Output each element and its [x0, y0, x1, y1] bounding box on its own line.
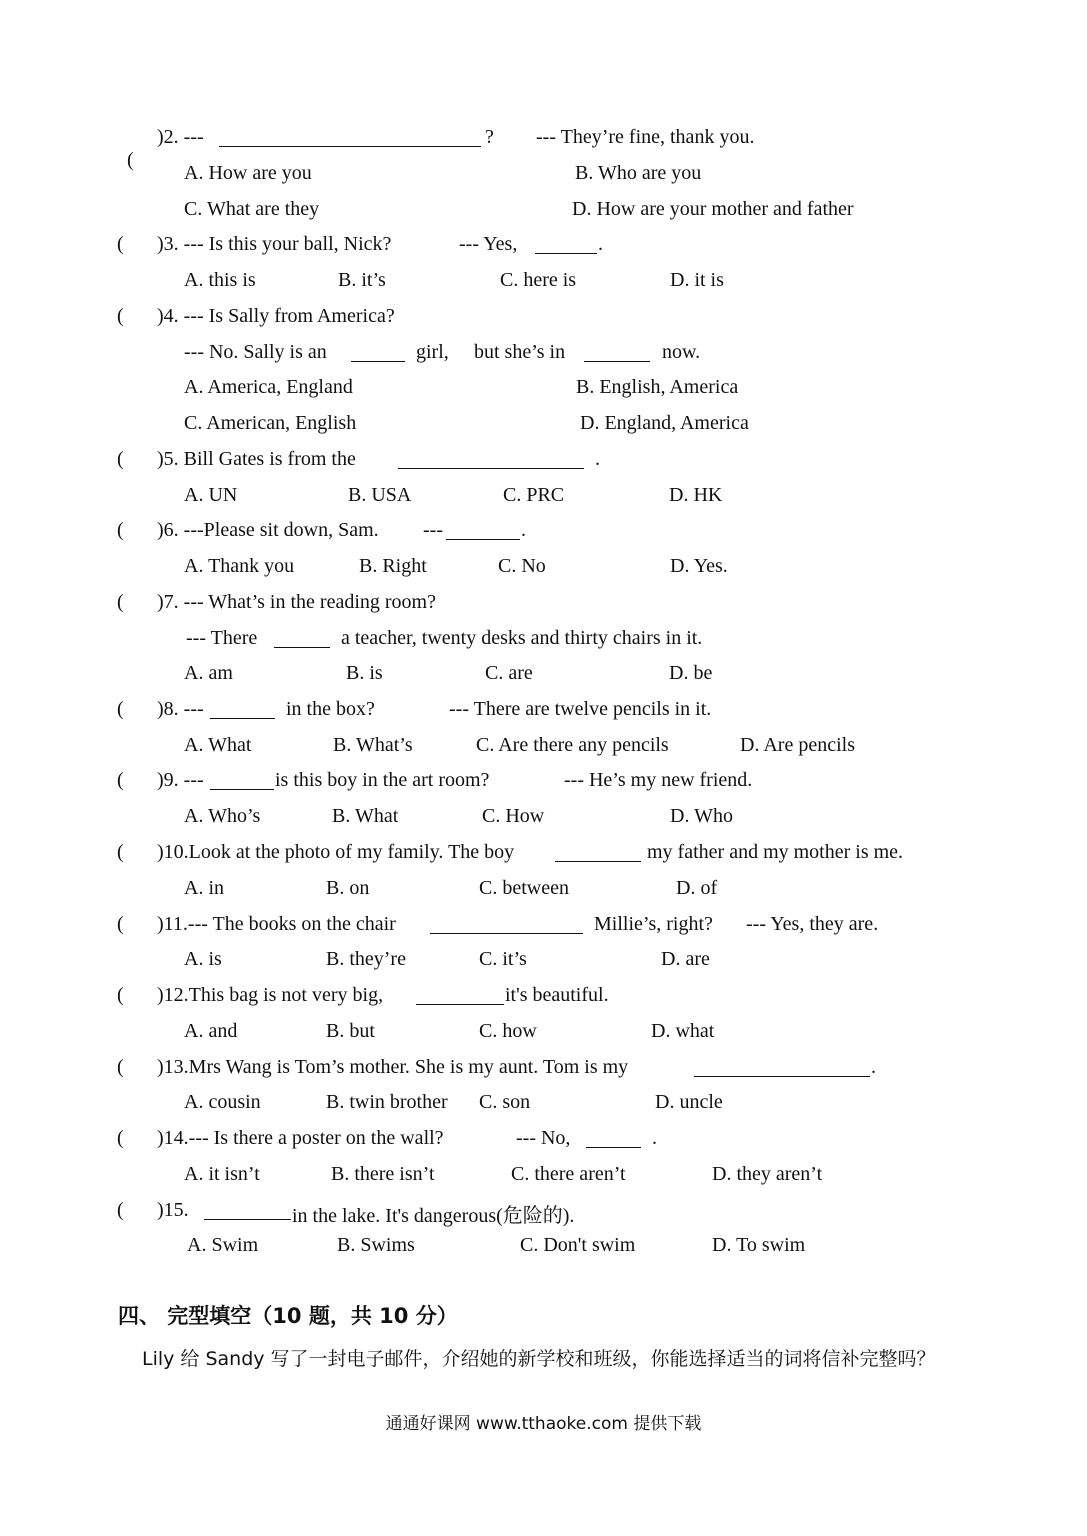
question-4-line2d: now. [662, 341, 701, 363]
option-a: A. is [184, 948, 222, 970]
question-12-stem: )12.This bag is not very big, [157, 984, 384, 1006]
option-c: C. Don't swim [520, 1234, 636, 1256]
option-b: B. it’s [338, 269, 386, 291]
question-13-end: . [871, 1056, 876, 1078]
option-a: A. Who’s [184, 805, 261, 827]
question-12-after: it's beautiful. [505, 984, 609, 1006]
option-b: B. USA [348, 484, 412, 506]
question-10-stem: )10.Look at the photo of my family. The boy [157, 841, 515, 863]
question-3-stem: )3. --- Is this your ball, Nick? [157, 233, 392, 255]
question-4-line2c: but she’s in [474, 341, 566, 363]
question-4-stem: )4. --- Is Sally from America? [157, 305, 395, 327]
option-d: D. of [676, 877, 718, 899]
option-b: B. English, America [576, 376, 739, 398]
option-c: C. here is [500, 269, 577, 291]
question-2-number: )2. --- [157, 126, 204, 148]
answer-blank [555, 843, 641, 862]
question-7-line2b: a teacher, twenty desks and thirty chairs in it. [341, 627, 703, 649]
question-6-end: . [521, 519, 526, 541]
answer-blank [351, 343, 405, 362]
option-a: A. How are you [184, 162, 312, 184]
answer-blank [694, 1058, 870, 1077]
footer-credit: 通通好课网 www.tthaoke.com 提供下载 [385, 1414, 702, 1434]
option-a: A. in [184, 877, 224, 899]
question-6-stem: )6. ---Please sit down, Sam. [157, 519, 379, 541]
question-9-reply: --- He’s my new friend. [564, 769, 753, 791]
option-d: D. Who [670, 805, 733, 827]
option-c: C. How [482, 805, 545, 827]
question-3-reply: --- Yes, [459, 233, 518, 255]
question-5-end: . [595, 448, 600, 470]
option-a: A. this is [184, 269, 256, 291]
option-c: C. between [479, 877, 569, 899]
option-d: D. How are your mother and father [572, 198, 854, 220]
question-15-stem: )15. [157, 1199, 189, 1221]
paren-open: ( [117, 519, 124, 541]
paren-open: ( [127, 149, 134, 171]
question-8-reply: --- There are twelve pencils in it. [449, 698, 712, 720]
option-b: B. but [326, 1020, 375, 1042]
answer-blank [535, 235, 597, 254]
question-14-end: . [652, 1127, 657, 1149]
question-2-reply: --- They’re fine, thank you. [536, 126, 755, 148]
question-8-stem: )8. --- [157, 698, 204, 720]
question-13-stem: )13.Mrs Wang is Tom’s mother. She is my aunt. Tom is my [157, 1056, 629, 1078]
question-7-line2a: --- There [186, 627, 258, 649]
option-d: D. To swim [712, 1234, 806, 1256]
paren-open: ( [117, 591, 124, 613]
option-c: C. What are they [184, 198, 320, 220]
option-a: A. What [184, 734, 252, 756]
option-c: C. Are there any pencils [476, 734, 669, 756]
option-c: C. there aren’t [511, 1163, 626, 1185]
option-d: D. HK [669, 484, 723, 506]
question-2-after: ? [485, 126, 494, 148]
option-d: D. uncle [655, 1091, 723, 1113]
option-b: B. What’s [333, 734, 413, 756]
question-9-stem: )9. --- [157, 769, 204, 791]
answer-blank [586, 1129, 641, 1148]
option-c: C. it’s [479, 948, 527, 970]
option-b: B. What [332, 805, 399, 827]
option-c: C. son [479, 1091, 531, 1113]
paren-open: ( [117, 1199, 124, 1221]
question-3-end: . [598, 233, 603, 255]
question-5-stem: )5. Bill Gates is from the [157, 448, 356, 470]
option-a: A. America, England [184, 376, 353, 398]
option-d: D. England, America [580, 412, 749, 434]
answer-blank [430, 915, 583, 934]
paren-open: ( [117, 913, 124, 935]
option-b: B. is [346, 662, 383, 684]
question-8-after: in the box? [286, 698, 375, 720]
question-15-after: in the lake. It's dangerous(危险的). [292, 1205, 575, 1227]
option-a: A. Swim [187, 1234, 259, 1256]
paren-open: ( [117, 1127, 124, 1149]
option-d: D. what [651, 1020, 715, 1042]
option-b: B. Swims [337, 1234, 415, 1256]
option-a: A. and [184, 1020, 238, 1042]
paren-open: ( [117, 305, 124, 327]
answer-blank [219, 128, 481, 147]
option-d: D. be [669, 662, 713, 684]
answer-blank [210, 771, 274, 790]
option-a: A. it isn’t [184, 1163, 260, 1185]
option-a: A. Thank you [184, 555, 295, 577]
option-b: B. they’re [326, 948, 406, 970]
option-a: A. am [184, 662, 233, 684]
question-6-reply: --- [423, 519, 443, 541]
question-14-reply: --- No, [516, 1127, 571, 1149]
answer-blank [416, 986, 504, 1005]
paren-open: ( [117, 769, 124, 791]
option-d: D. Yes. [670, 555, 728, 577]
answer-blank [274, 629, 330, 648]
paren-open: ( [117, 841, 124, 863]
answer-blank [398, 450, 584, 469]
option-b: B. on [326, 877, 370, 899]
option-d: D. it is [670, 269, 724, 291]
option-b: B. Who are you [575, 162, 702, 184]
option-d: D. Are pencils [740, 734, 855, 756]
question-11-stem: )11.--- The books on the chair [157, 913, 396, 935]
question-7-stem: )7. --- What’s in the reading room? [157, 591, 436, 613]
option-d: D. are [661, 948, 710, 970]
option-c: C. how [479, 1020, 537, 1042]
option-c: C. are [485, 662, 533, 684]
option-c: C. No [498, 555, 546, 577]
paren-open: ( [117, 233, 124, 255]
question-4-line2b: girl, [416, 341, 449, 363]
option-c: C. PRC [503, 484, 565, 506]
option-a: A. cousin [184, 1091, 261, 1113]
section-intro: Lily 给 Sandy 写了一封电子邮件，介绍她的新学校和班级，你能选择适当的词将信补完整吗？ [142, 1348, 936, 1370]
answer-blank [584, 343, 650, 362]
section-title: 四、 完型填空（10 题，共 10 分） [118, 1304, 458, 1328]
question-14-stem: )14.--- Is there a poster on the wall? [157, 1127, 444, 1149]
paren-open: ( [117, 448, 124, 470]
option-a: A. UN [184, 484, 238, 506]
question-4-line2a: --- No. Sally is an [184, 341, 327, 363]
paren-open: ( [117, 1056, 124, 1078]
option-d: D. they aren’t [712, 1163, 823, 1185]
question-10-after: my father and my mother is me. [647, 841, 904, 863]
option-b: B. there isn’t [331, 1163, 435, 1185]
option-b: B. twin brother [326, 1091, 448, 1113]
option-b: B. Right [359, 555, 427, 577]
question-9-after: is this boy in the art room? [275, 769, 490, 791]
question-2-stem [117, 126, 134, 172]
question-11-reply: --- Yes, they are. [746, 913, 879, 935]
question-11-after: Millie’s, right? [594, 913, 713, 935]
answer-blank [204, 1201, 291, 1220]
option-c: C. American, English [184, 412, 357, 434]
paren-open: ( [117, 984, 124, 1006]
answer-blank [446, 521, 520, 540]
paren-open: ( [117, 698, 124, 720]
answer-blank [210, 700, 275, 719]
